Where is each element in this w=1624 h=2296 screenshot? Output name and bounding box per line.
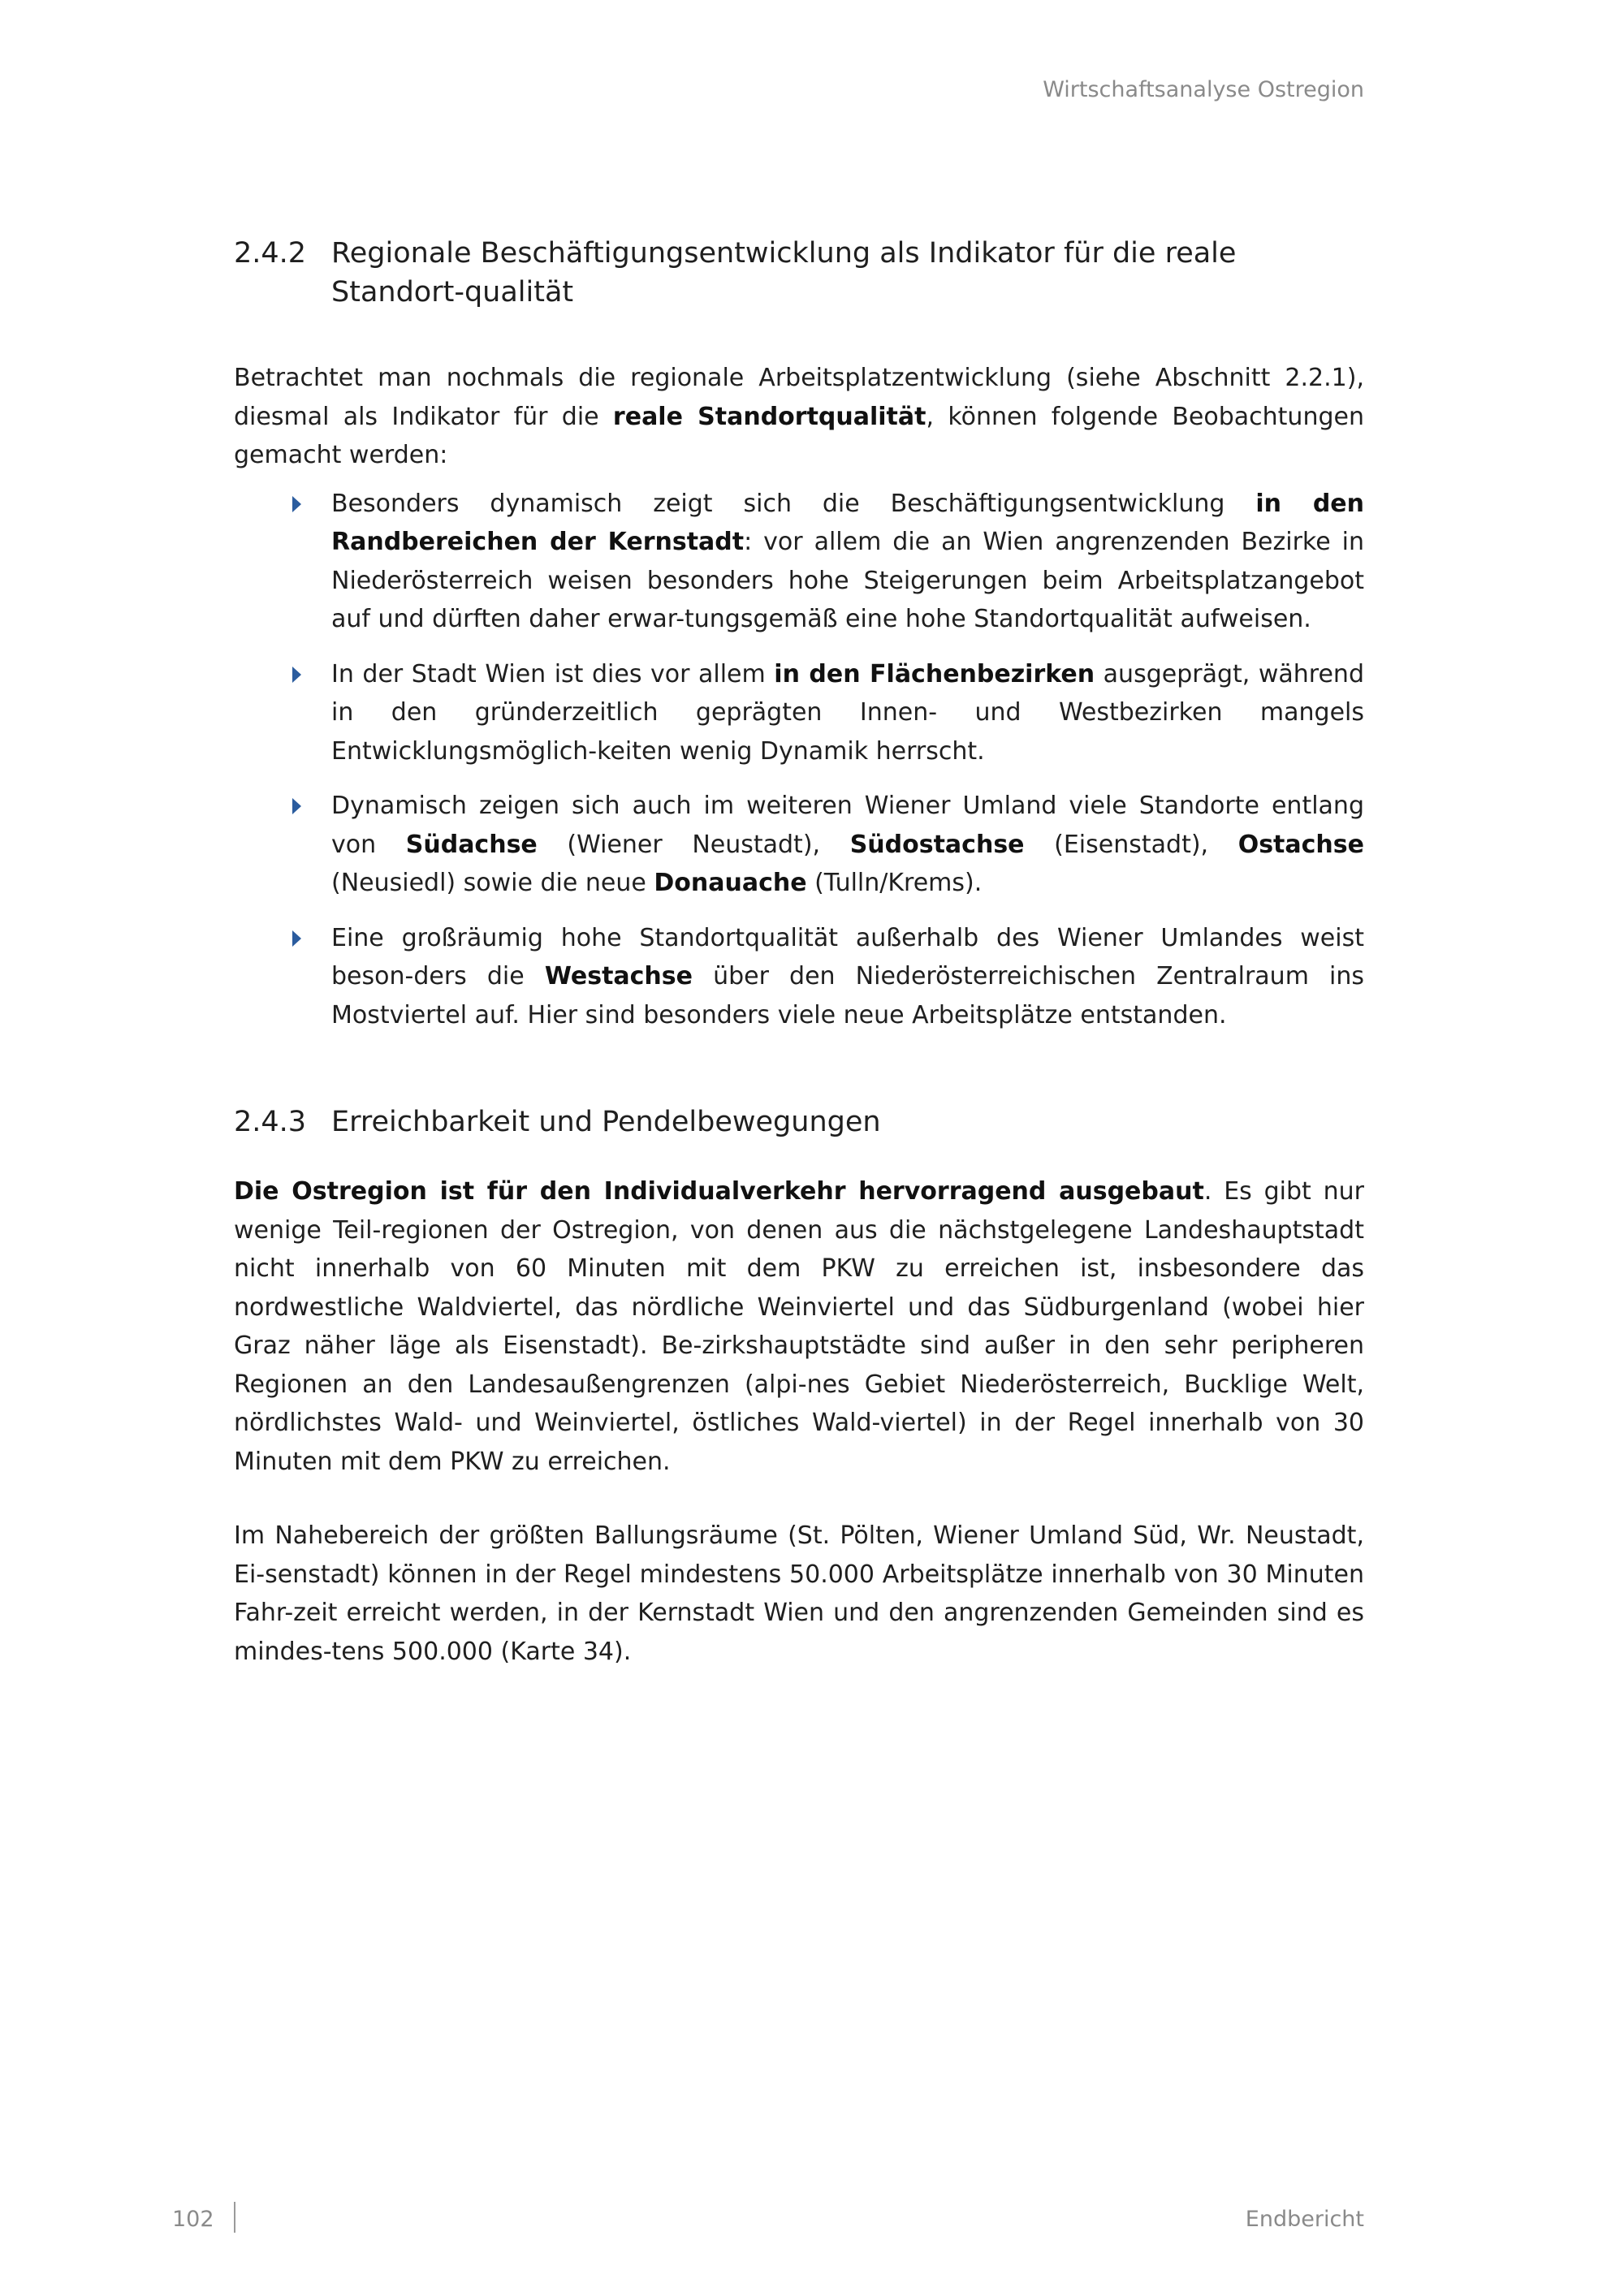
bullet-item [331, 787, 1364, 903]
bullet-item [331, 919, 1364, 1035]
bold-text: Donauache [654, 869, 807, 897]
bullet-item [331, 485, 1364, 639]
text-run: (Wiener Neustadt), [537, 830, 850, 859]
bold-text: in den Flächenbezirken [774, 659, 1095, 688]
bold-text: in den Randbereichen der Kernstadt [331, 489, 1365, 556]
text-run: Eine großräumig hohe Standortqualität außerhalb des Wiener Umlandes weist beson-ders die [331, 923, 1364, 990]
intro-paragraph [234, 359, 1364, 475]
bold-text: Ostachse [1237, 830, 1364, 859]
triangle-bullet-icon [292, 798, 301, 814]
triangle-bullet-icon [292, 496, 301, 512]
text-run: (Neusiedl) sowie die neue [331, 869, 654, 897]
section-number: 2.4.2 [234, 237, 307, 270]
text-run: (Tulln/Krems). [806, 869, 983, 897]
section-heading-2-4-2 [234, 234, 1364, 312]
text-run: Besonders dynamisch zeigt sich die Beschäftigungsentwicklung [331, 489, 1256, 518]
running-header: Wirtschaftsanalyse Ostregion [1043, 77, 1364, 102]
section-number: 2.4.3 [234, 1106, 307, 1138]
bold-text: Südachse [405, 830, 538, 859]
bold-text: reale Standortqualität [612, 402, 926, 431]
text-run: : vor allem die an Wien angrenzenden Bezirke in Niederösterreich weisen besonders hohe Steigerungen beim Arbeitsplatzangebot auf und dürften daher erwar-tungsgemäß eine hohe Standortqualität aufweisen. [331, 528, 1365, 633]
page-content [234, 234, 1364, 1671]
bold-text: Die Ostregion ist für den Individualverkehr hervorragend ausgebaut [234, 1177, 1204, 1206]
bullet-item [331, 655, 1364, 771]
triangle-bullet-icon [292, 930, 301, 947]
text-run: Dynamisch zeigen sich auch im weiteren Wiener Umland viele Standorte entlang von [331, 792, 1364, 859]
page-number: 102 [172, 2207, 214, 2232]
text-run: . Es gibt nur wenige Teil-regionen der Ostregion, von denen aus die nächstgelegene Landeshauptstadt nicht innerhalb von 60 Minuten mit dem PKW zu erreichen ist, insbesondere das nordwestliche Waldviertel, das nördliche Weinviertel und das Südburgenland (wobei hier Graz näher läge als Eisenstadt). Be-zirkshauptstädte sind außer in den sehr peripheren Regionen an den Landesaußengrenzen (alpi-nes Gebiet Niederösterreich, Bucklige Welt, nördlichstes Wald- und Weinviertel, östliches Wald-viertel) in der Regel innerhalb von 30 Minuten mit dem PKW zu erreichen. [234, 1177, 1364, 1476]
triangle-bullet-icon [292, 667, 301, 683]
text-run: , können folgende Beobachtungen gemacht werden: [234, 402, 1364, 469]
text-run: Betrachtet man nochmals die regionale Arbeitsplatzentwicklung (siehe Abschnitt 2.2.1), diesmal als Indikator für die [234, 364, 1364, 431]
footer-divider [234, 2202, 235, 2233]
text-run: In der Stadt Wien ist dies vor allem [331, 659, 775, 688]
text-run: (Eisenstadt), [1024, 830, 1238, 859]
bold-text: Westachse [544, 962, 693, 990]
section-title: Erreichbarkeit und Pendelbewegungen [331, 1106, 881, 1138]
text-run: ausgeprägt, während in den gründerzeitlich geprägten Innen- und Westbezirken mangels Entwicklungsmöglich-keiten wenig Dynamik herrscht. [331, 659, 1364, 766]
text-run: über den Niederösterreichischen Zentralraum ins Mostviertel auf. Hier sind besonders viele neue Arbeitsplätze entstanden. [331, 962, 1364, 1029]
section-heading-2-4-3 [234, 1103, 1364, 1142]
section-title: Regionale Beschäftigungsentwicklung als Indikator für die reale Standort-qualität [331, 237, 1237, 309]
bold-text: Südostachse [849, 830, 1025, 859]
paragraph-reachability [234, 1172, 1364, 1481]
paragraph-agglomerations: Im Nahebereich der größten Ballungsräume (St. Pölten, Wiener Umland Süd, Wr. Neustadt, Ei-senstadt) können in der Regel mindestens 50.000 Arbeitsplätze innerhalb von 30 Minuten Fahr-zeit erreicht werden, in der Kernstadt Wien und den angrenzenden Gemeinden sind es mindes-tens 500.000 (Karte 34). [234, 1521, 1364, 1666]
footer-label: Endbericht [1245, 2207, 1364, 2232]
bullet-list [234, 485, 1364, 1035]
